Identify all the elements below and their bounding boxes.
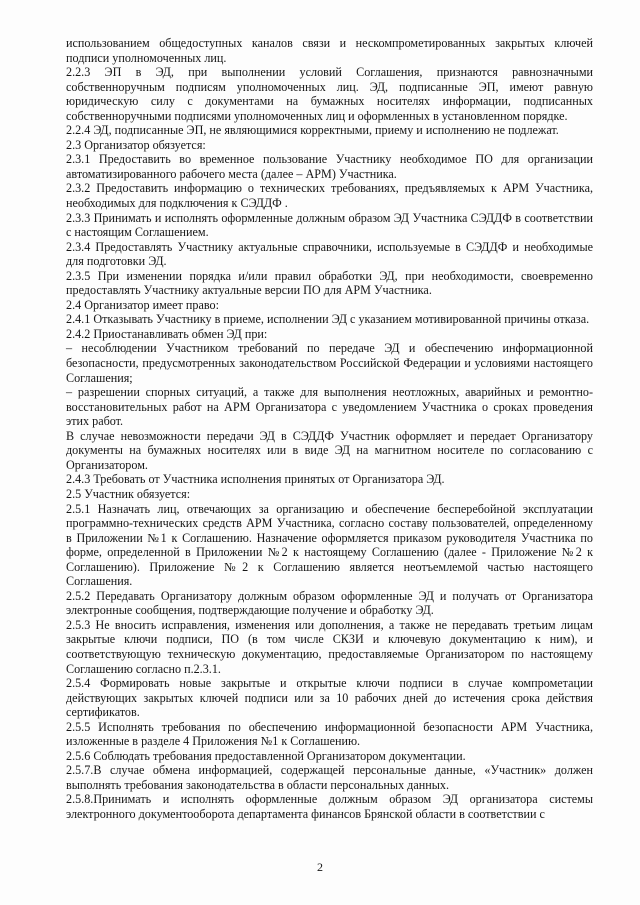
paragraph: В случае невозможности передачи ЭД в СЭДДФ Участник оформляет и передает Организатору документы на бумажных носителях или в виде ЭД на магнитном носителе по согласованию с Организатором. bbox=[66, 428, 593, 472]
paragraph: 2.5.4 Формировать новые закрытые и открытые ключи подписи в случае компрометации действующих закрытых ключей подписи или за 10 рабочих дней до истечения срока действия сертификатов. bbox=[66, 676, 593, 720]
paragraph: 2.5.6 Соблюдать требования предоставленной Организатором документации. bbox=[66, 748, 466, 763]
paragraph: – разрешении спорных ситуаций, а также для выполнения неотложных, аварийных и ремонтно-восстановительных работ на АРМ Организатора с уведомлением Участника о сроках проведения этих работ. bbox=[66, 385, 593, 429]
paragraph: 2.5.5 Исполнять требования по обеспечению информационной безопасности АРМ Участника, изложенные в разделе 4 Приложения №1 к Соглашению. bbox=[66, 719, 593, 749]
paragraph: 2.4.3 Требовать от Участника исполнения принятых от Организатора ЭД. bbox=[66, 472, 445, 487]
paragraph: 2.2.3 ЭП в ЭД, при выполнении условий Соглашения, признаются равнозначными собственноручным подписям уполномоченных лиц. ЭД, подписанные ЭП, имеют равную юридическую силу с документами на бумажных носителях информации, подписанных собственноручными подписями уполномоченных лиц и оформленных в установленном порядке. bbox=[66, 65, 593, 123]
document-body bbox=[66, 36, 593, 822]
paragraph: 2.5.2 Передавать Организатору должным образом оформленные ЭД и получать от Организатора электронные сообщения, подтверждающие получение и обработку ЭД. bbox=[66, 588, 593, 618]
paragraph: 2.5.3 Не вносить исправления, изменения или дополнения, а также не передавать третьим лицам закрытые ключи подписи, ПО (в том числе СКЗИ и ключевую документацию к ним), и соответствующую техническую документацию, предоставляемые Организатором по настоящему Соглашению согласно п.2.3.1. bbox=[66, 617, 593, 676]
paragraph: 2.3.3 Принимать и исполнять оформленные должным образом ЭД Участника СЭДДФ в соответствии с настоящим Соглашением. bbox=[66, 210, 593, 240]
paragraph: – несоблюдении Участником требований по передаче ЭД и обеспечению информационной безопасности, предусмотренных законодательством Российской Федерации и условиями настоящего Соглашения; bbox=[66, 341, 593, 385]
paragraph: 2.4.2 Приостанавливать обмен ЭД при: bbox=[66, 326, 268, 341]
paragraph: 2.5.7.В случае обмена информацией, содержащей персональные данные, «Участник» должен выполнять требования законодательства в области персональных данных. bbox=[66, 763, 593, 792]
paragraph: 2.3.5 При изменении порядка и/или правил обработки ЭД, при необходимости, своевременно предоставлять Участнику актуальные версии ПО для АРМ Участника. bbox=[66, 268, 593, 298]
paragraph: 2.5.8.Принимать и исполнять оформленные должным образом ЭД организатора системы электронного документооборота департамента финансов Брянской области в соответствии с bbox=[66, 792, 593, 821]
paragraph: 2.2.4 ЭД, подписанные ЭП, не являющимися корректными, приему и исполнению не подлежат. bbox=[66, 123, 559, 138]
paragraph: 2.3.4 Предоставлять Участнику актуальные справочники, используемые в СЭДДФ и необходимые для подготовки ЭД. bbox=[66, 239, 593, 269]
paragraph: 2.4.1 Отказывать Участнику в приеме, исполнении ЭД с указанием мотивированной причины отказа. bbox=[66, 312, 590, 327]
paragraph: 2.5 Участник обязуется: bbox=[66, 486, 191, 501]
paragraph: 2.3 Организатор обязуется: bbox=[66, 137, 206, 152]
paragraph: 2.3.1 Предоставить во временное пользование Участнику необходимое ПО для организации автоматизированного рабочего места (далее – АРМ) Участника. bbox=[66, 152, 593, 181]
paragraph: 2.4 Организатор имеет право: bbox=[66, 297, 219, 312]
paragraph: использованием общедоступных каналов связи и нескомпрометированных закрытых ключей подписи уполномоченных лиц. bbox=[66, 36, 593, 65]
paragraph: 2.5.1 Назначать лиц, отвечающих за организацию и обеспечение бесперебойной эксплуатации программно-технических средств АРМ Участника, согласно составу пользователей, определенному в Приложении №1 к Соглашению. Назначение оформляется приказом руководителя Участника по форме, определенной в Приложении №2 к настоящему Соглашению (далее - Приложение №2 к Соглашению). Приложение №2 к Соглашению является неотъемлемой частью настоящего Соглашения. bbox=[66, 501, 593, 589]
page-number: 2 bbox=[317, 860, 323, 874]
paragraph: 2.3.2 Предоставить информацию о технических требованиях, предъявляемых к АРМ Участника, необходимых для подключения к СЭДДФ . bbox=[66, 181, 593, 211]
